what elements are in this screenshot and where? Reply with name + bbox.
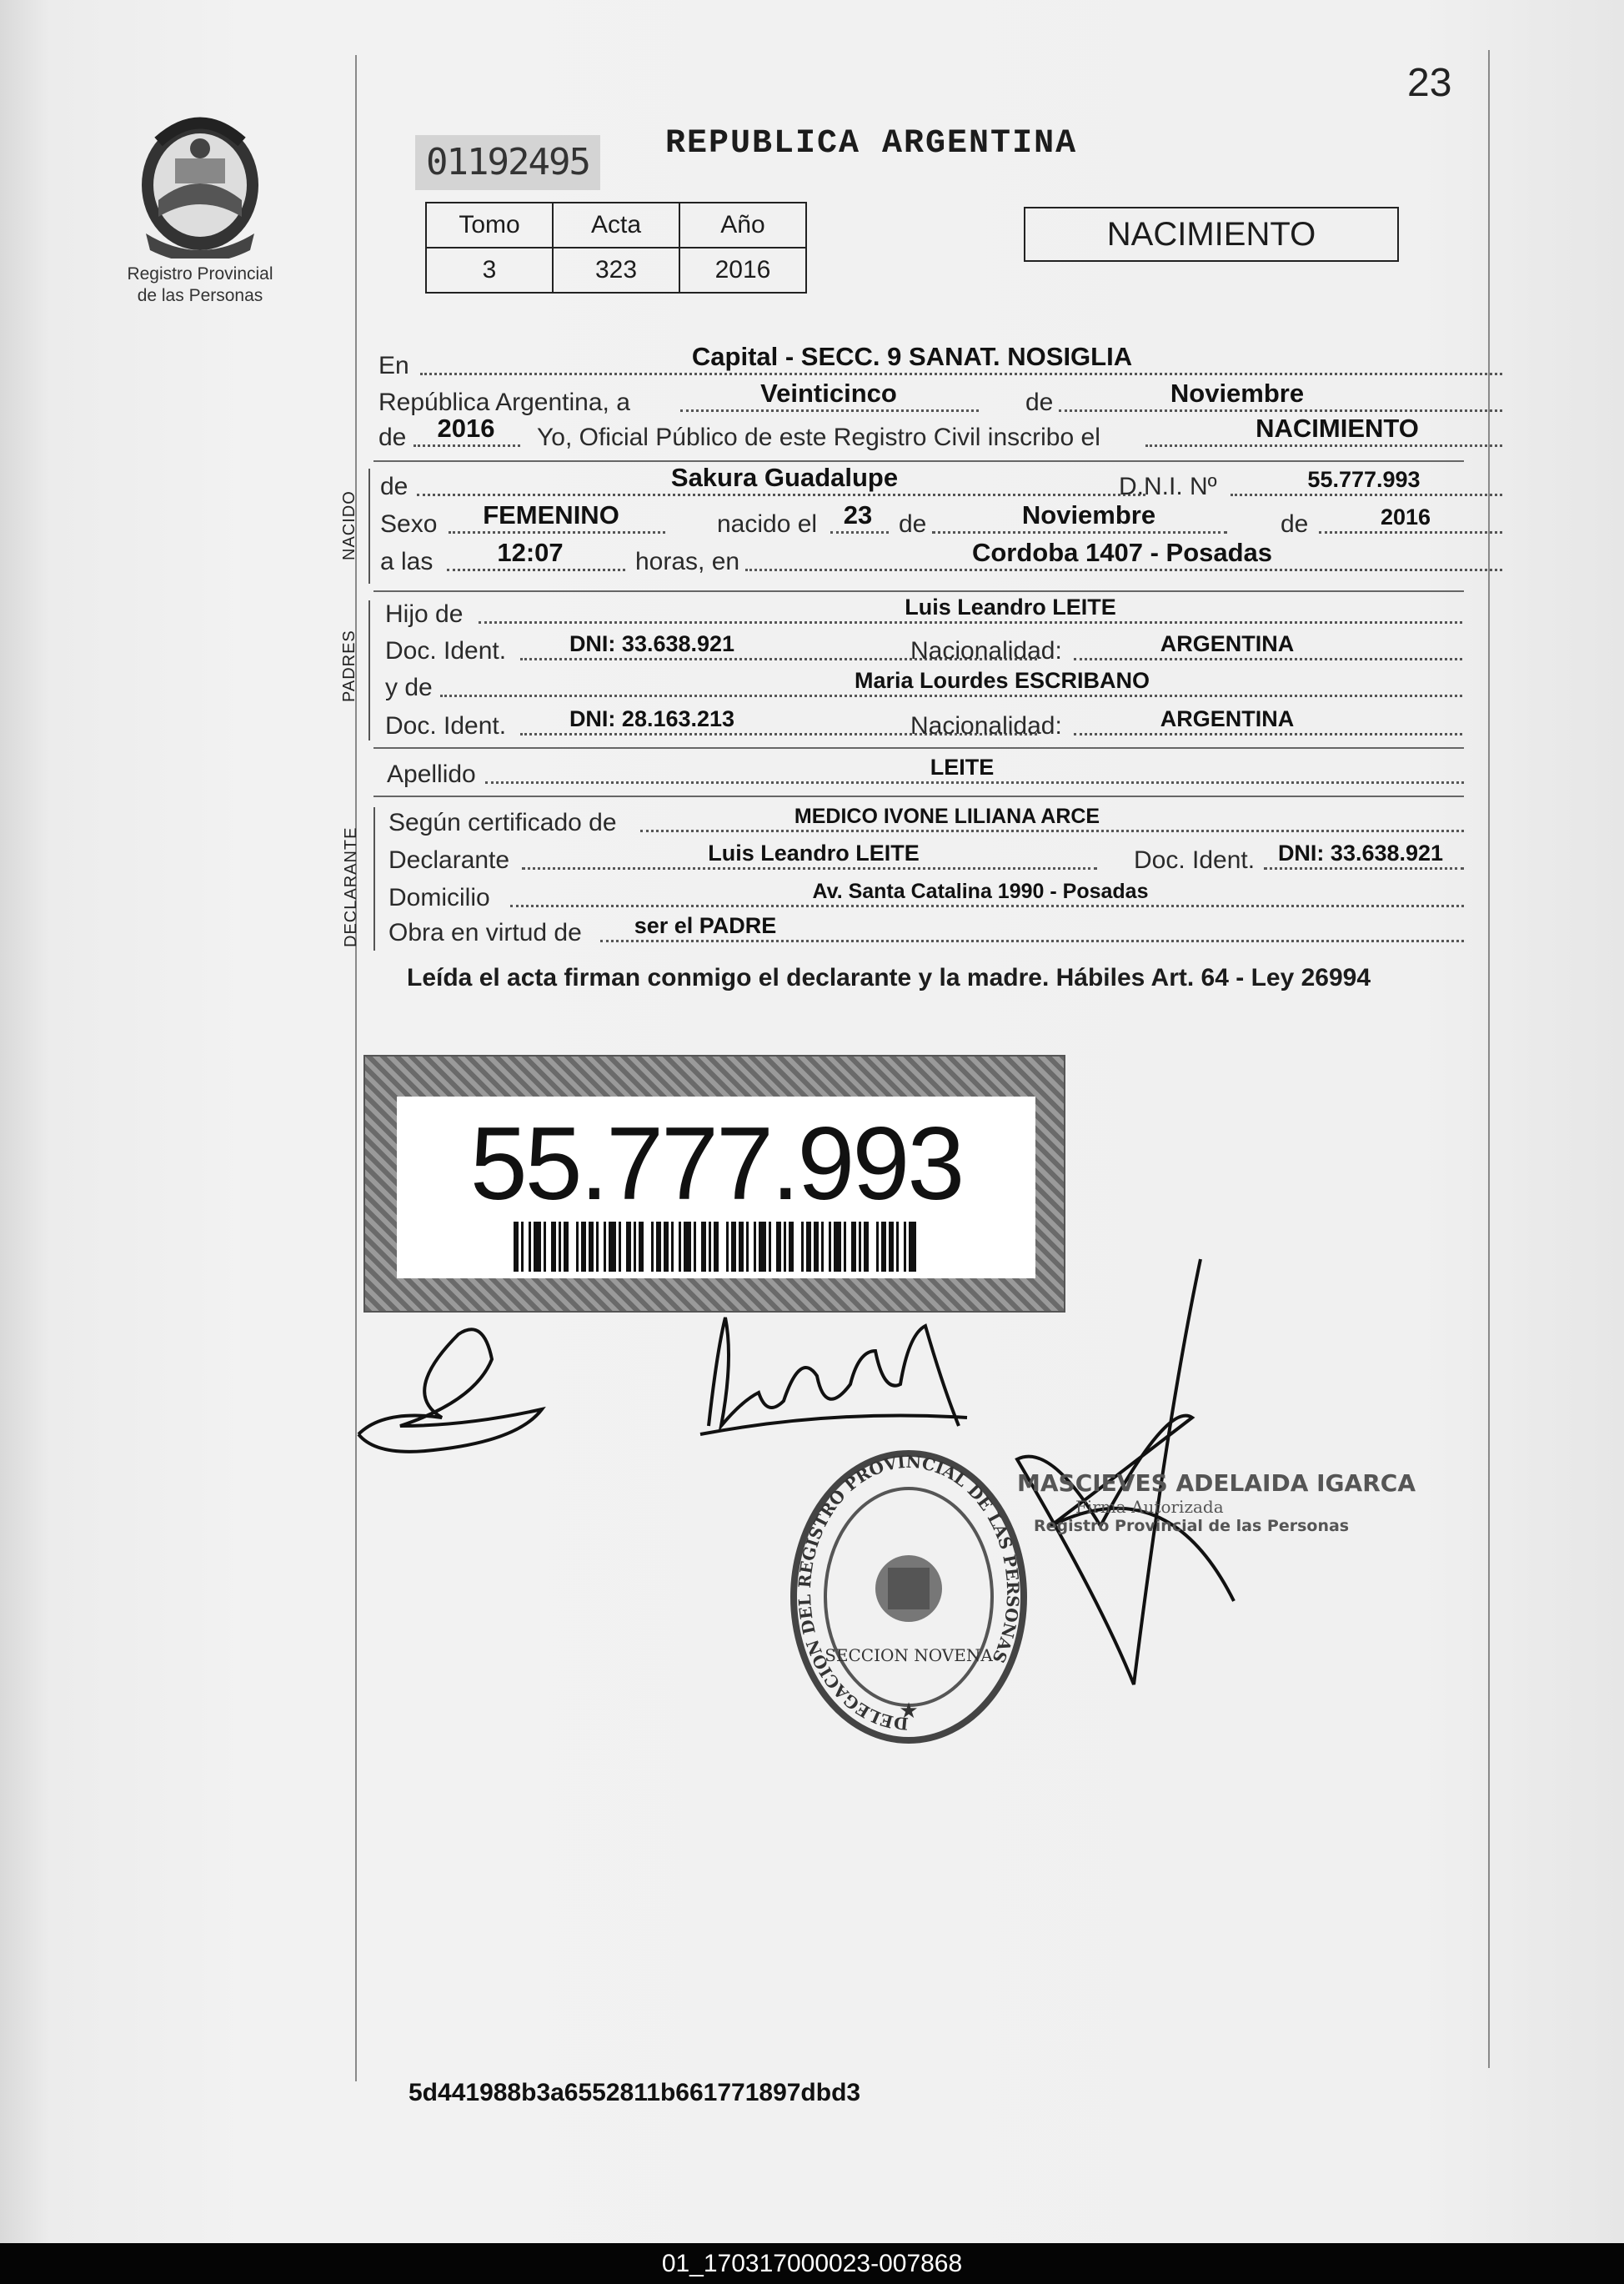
surname-value: LEITE — [930, 755, 995, 780]
father-name-value: Luis Leandro LEITE — [905, 595, 1116, 620]
padres-rule — [368, 600, 370, 740]
row-name — [380, 463, 1464, 504]
declarante-rule — [373, 807, 375, 951]
barcode-icon — [514, 1222, 920, 1272]
logo-caption: Registro Provincial de las Personas — [127, 264, 273, 305]
year-value: 2016 — [437, 414, 495, 443]
obra-label: Obra en virtud de — [388, 919, 582, 946]
document-type-box: NACIMIENTO — [1024, 207, 1399, 262]
document-hash: 5d441988b3a6552811b661771897dbd3 — [409, 2079, 861, 2106]
row-certificate — [388, 807, 1464, 841]
birth-year-value: 2016 — [1380, 504, 1431, 530]
father-doc-value: DNI: 33.638.921 — [569, 631, 735, 656]
page-number: 23 — [1407, 61, 1452, 105]
stamp-line-1: MASCIEVES ADELAIDA IGARCA — [1017, 1469, 1416, 1497]
de-label-2: de — [899, 510, 927, 538]
child-name-value: Sakura Guadalupe — [670, 463, 899, 492]
de2-label: de — [378, 424, 407, 451]
row-mother-doc — [385, 706, 1464, 744]
row-reason — [388, 913, 1464, 951]
birth-place-value: Cordoba 1407 - Posadas — [971, 538, 1273, 567]
birth-time-value: 12:07 — [497, 538, 564, 567]
mother-name-value: Maria Lourdes ESCRIBANO — [854, 668, 1150, 693]
de-label-3: de — [1281, 510, 1309, 538]
signature-declarant-icon — [350, 1301, 567, 1459]
dni-sticker-label — [397, 1097, 1035, 1278]
official-seal-icon — [784, 1443, 1034, 1751]
svg-text:★: ★ — [899, 1698, 919, 1723]
row-year — [378, 414, 1462, 455]
sexo-label: Sexo — [380, 510, 438, 538]
father-nationality-label: Nacionalidad: — [910, 637, 1062, 665]
address-value: Av. Santa Catalina 1990 - Posadas — [812, 880, 1149, 903]
mother-nationality-label: Nacionalidad: — [910, 712, 1062, 740]
seal-section-text: SECCION NOVENA — [825, 1645, 993, 1665]
registry-table — [425, 202, 807, 294]
closing-statement: Leída el acta firman conmigo el declarante y la madre. Hábiles Art. 64 - Ley 26994 — [407, 964, 1371, 991]
sex-value: FEMENINO — [483, 500, 619, 530]
scan-footer: 01_170317000023-007868 — [0, 2243, 1624, 2284]
birth-day-value: 23 — [843, 500, 873, 530]
officer-stamp — [1017, 1469, 1416, 1535]
row-declarant — [388, 841, 1464, 878]
country-title: REPUBLICA ARGENTINA — [665, 125, 1078, 163]
padres-section-label: PADRES — [340, 630, 358, 702]
domicilio-label: Domicilio — [388, 884, 490, 911]
stamp-line-3: Registro Provincial de las Personas — [1034, 1517, 1350, 1535]
de-label: de — [1025, 389, 1054, 416]
province-coat-of-arms-icon — [125, 108, 275, 259]
row-mother — [385, 668, 1464, 705]
declarant-name-value: Luis Leandro LEITE — [708, 841, 920, 866]
left-margin-line — [355, 55, 357, 2081]
reason-value: ser el PADRE — [634, 913, 777, 938]
declarant-doc-label: Doc. Ident. — [1134, 846, 1256, 874]
value-acta: 323 — [553, 248, 679, 293]
row-father — [385, 595, 1464, 632]
section-divider — [373, 747, 1464, 749]
right-margin-line — [1488, 50, 1490, 2068]
serial-number: 01192495 — [415, 135, 600, 190]
dni-sticker-number: 55.777.993 — [469, 1107, 963, 1222]
hijo-de-label: Hijo de — [385, 600, 464, 628]
value-tomo: 3 — [426, 248, 553, 293]
y-de-label: y de — [385, 674, 433, 701]
header-acta: Acta — [553, 203, 679, 248]
stamp-line-2: Firma Autorizada — [1075, 1497, 1224, 1517]
signature-mother-icon — [692, 1301, 975, 1451]
row-address — [388, 882, 1464, 916]
event-value: NACIMIENTO — [1256, 414, 1419, 443]
certificado-label: Según certificado de — [388, 809, 617, 836]
declarante-label: Declarante — [388, 846, 510, 874]
section-divider — [373, 590, 1464, 592]
nacido-section-label: NACIDO — [340, 490, 358, 560]
de-name-label: de — [380, 473, 409, 500]
father-doc-label: Doc. Ident. — [385, 637, 507, 665]
mother-nationality-value: ARGENTINA — [1160, 706, 1295, 731]
row-time — [380, 538, 1464, 580]
child-dni-value: 55.777.993 — [1307, 467, 1421, 492]
section-divider — [373, 460, 1464, 462]
mother-doc-label: Doc. Ident. — [385, 712, 507, 740]
row-sex — [380, 500, 1464, 542]
seal-ring-text: DELEGACION DEL REGISTRO PROVINCIAL DE LAS PERSONAS — [794, 1451, 1024, 1734]
declarant-doc-value: DNI: 33.638.921 — [1277, 841, 1444, 866]
horas-en-label: horas, en — [635, 548, 740, 575]
father-nationality-value: ARGENTINA — [1160, 631, 1295, 656]
dni-sticker — [363, 1055, 1065, 1313]
header-ano: Año — [679, 203, 806, 248]
month-value: Noviembre — [1170, 379, 1305, 408]
day-value: Veinticinco — [760, 379, 897, 408]
alas-label: a las — [380, 548, 434, 575]
en-label: En — [378, 352, 409, 379]
place-value: Capital - SECC. 9 SANAT. NOSIGLIA — [691, 342, 1133, 371]
row-father-doc — [385, 631, 1464, 669]
nacido-rule — [368, 469, 370, 584]
officer-text: Yo, Oficial Público de este Registro Civil inscribo el — [537, 424, 1100, 451]
header-tomo: Tomo — [426, 203, 553, 248]
republica-label: República Argentina, a — [378, 389, 630, 416]
dni-label: D.N.I. Nº — [1119, 473, 1217, 500]
section-divider — [373, 796, 1464, 797]
declarante-section-label: DECLARANTE — [342, 826, 360, 947]
mother-doc-value: DNI: 28.163.213 — [569, 706, 735, 731]
value-ano: 2016 — [679, 248, 806, 293]
certificate-value: MEDICO IVONE LILIANA ARCE — [794, 805, 1100, 828]
birth-month-value: Noviembre — [1021, 500, 1156, 530]
apellido-label: Apellido — [387, 760, 476, 788]
row-surname — [387, 755, 1464, 792]
nacido-el-label: nacido el — [717, 510, 818, 538]
